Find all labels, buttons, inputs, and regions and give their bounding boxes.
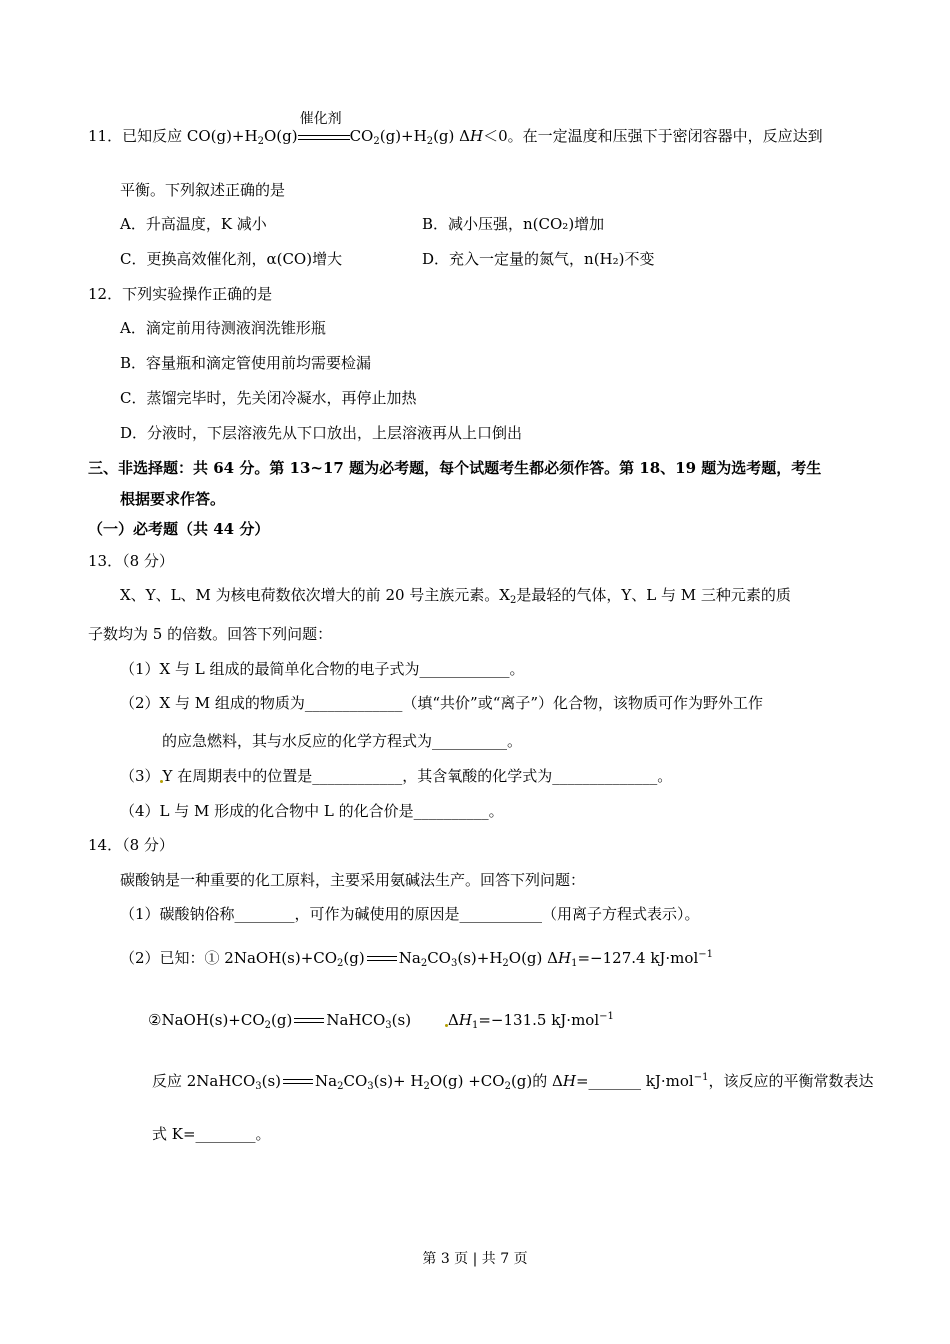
r-tail: ，该反应的平衡常数表达 (708, 1072, 874, 1090)
r-prod-3: (s)+ H (373, 1072, 424, 1090)
q14-intro: 碳酸钠是一种重要的化工原料，主要采用氨碱法生产。回答下列问题： (120, 871, 586, 889)
q11-text-1: 11．已知反应 CO(g)+H (88, 127, 258, 145)
r-dh-blank: =_______ kJ·mol (575, 1072, 694, 1090)
r-prod-1: Na (315, 1072, 338, 1090)
q12-option-d: D．分液时，下层溶液先从下口放出，上层溶液再从上口倒出 (120, 424, 523, 442)
eq1-prod-1: Na (398, 949, 421, 967)
q14-part-1: （1）碳酸钠俗称________，可作为碱使用的原因是___________（用离子方程式表示）。 (120, 905, 700, 923)
eq1-phase: (g) (343, 949, 365, 967)
section3-heading: 三、非选择题：共 64 分。第 13~17 题为必考题，每个试题考生都必须作答。第 18、19 题为选考题，考生 (88, 459, 822, 477)
q11-text-6: H (470, 127, 484, 145)
r-prod-4: O(g) +CO (429, 1072, 505, 1090)
q13-part-2-cont: 的应急燃料，其与水反应的化学方程式为__________。 (162, 732, 523, 750)
r-phase: (s) (261, 1072, 282, 1090)
q11-stem-cont: 平衡。下列叙述正确的是 (120, 181, 286, 199)
q13-intro-cont: 子数均为 5 的倍数。回答下列问题： (88, 625, 333, 643)
q13-part-3-prefix: （3） (120, 767, 160, 785)
q14-part-2-reaction: 反应 2NaHCO$_3$(s) $Na_2CO_3(s)+ H_2O(g) +CO_2(g)$的 ΔH=_______ kJ·mol$^{-1}$，该反应的平衡常数表达 (152, 1072, 874, 1092)
q12-stem: 12．下列实验操作正确的是 (88, 285, 273, 303)
q12-option-a: A．滴定前用待测液润洗锥形瓶 (120, 319, 326, 337)
r-prod-2: CO (343, 1072, 368, 1090)
eq1-dh: =−127.4 kJ·mol (577, 949, 699, 967)
q13-intro-a: X、Y、L、M 为核电荷数依次增大的前 20 号主族元素。X (120, 586, 510, 604)
q13-intro-b: 是最轻的气体，Y、L 与 M 三种元素的质 (516, 586, 791, 604)
r-reactant: 反应 2NaHCO (152, 1072, 256, 1090)
q11-text-2: O(g) (263, 127, 298, 145)
equals-sign (294, 1017, 324, 1025)
eq2-product-phase: (s) (391, 1011, 412, 1029)
q13-number: 13．（8 分） (88, 552, 174, 570)
q11-option-d: D．充入一定量的氮气，n(H₂)不变 (422, 250, 655, 268)
q11-option-a: A．升高温度，K 减小 (120, 215, 267, 233)
r-prod-5: (g)的 Δ (510, 1072, 563, 1090)
q14-part-2-eq1: （2）已知：① $2NaOH(s)+CO_2(g)$ $Na_2CO_3(s)+H_2O(g)$ $\Delta H_1=-127.4$ kJ·mol$^{-1}$ (120, 949, 713, 969)
eq2-product: NaHCO (326, 1011, 386, 1029)
q14-k-expression: 式 K=________。 (152, 1125, 271, 1143)
q13-intro: X、Y、L、M 为核电荷数依次增大的前 20 号主族元素。$X_2$是最轻的气体，Y、L 与 M 三种元素的质 (120, 586, 791, 606)
q13-part-3 (120, 766, 672, 786)
q11-text-4: (g)+H (379, 127, 427, 145)
q13-part-3-text: Y 在周期表中的位置是____________，其含氧酸的化学式为______________。 (162, 767, 673, 785)
q11-text-3: CO (349, 127, 374, 145)
eq1-reactants: （2）已知：① 2NaOH(s)+CO (120, 949, 338, 967)
eq1-prod-3: (s)+H (457, 949, 503, 967)
q14-number: 14．（8 分） (88, 836, 174, 854)
eq1-prod-2: CO (427, 949, 451, 967)
eq2-reactants: ②NaOH(s)+CO (148, 1011, 265, 1029)
section3-sub-heading: （一）必考题（共 44 分） (88, 520, 270, 538)
q11-text-7: ＜0。在一定温度和压强下于密闭容器中，反应达到 (483, 127, 823, 145)
catalyst-label: 催化剂 (299, 111, 342, 127)
section3-heading-cont: 根据要求作答。 (120, 490, 226, 508)
q11-option-c: C．更换高效催化剂，α(CO)增大 (120, 250, 343, 268)
q12-option-c: C．蒸馏完毕时，先关闭冷凝水，再停止加热 (120, 389, 417, 407)
q14-part-2-eq2: $②NaOH(s)+CO_2(g)$ NaHCO$_3$(s) $\Delta H_1=-131.5$ kJ·mol$^{-1}$ (148, 1011, 614, 1031)
eq2-dh: =−131.5 kJ·mol (478, 1011, 600, 1029)
eq2-phase: (g) (271, 1011, 293, 1029)
q13-part-2: （2）X 与 M 组成的物质为_____________（填“共价”或“离子”）化合物，该物质可作为野外工作 (120, 694, 764, 712)
q11-stem: 11．已知反应 $CO(g)+H_2O(g)$ 催化剂 $CO_2(g)+H_2(g)$ ΔH＜0。在一定温度和压强下于密闭容器中，反应达到 (88, 111, 823, 147)
q12-option-b: B．容量瓶和滴定管使用前均需要检漏 (120, 354, 372, 372)
q11-text-5: (g) Δ (433, 127, 470, 145)
page-footer: 第 3 页 | 共 7 页 (422, 1251, 528, 1267)
q11-option-b: B．减小压强，n(CO₂)增加 (422, 215, 605, 233)
q13-part-1: （1）X 与 L 组成的最简单化合物的电子式为____________。 (120, 660, 525, 678)
equals-sign (283, 1078, 313, 1086)
equals-sign (367, 955, 397, 963)
catalyst-arrow (298, 111, 350, 147)
eq1-prod-4: O(g) Δ (508, 949, 558, 967)
q13-part-4: （4）L 与 M 形成的化合物中 L 的化合价是__________。 (120, 802, 504, 820)
